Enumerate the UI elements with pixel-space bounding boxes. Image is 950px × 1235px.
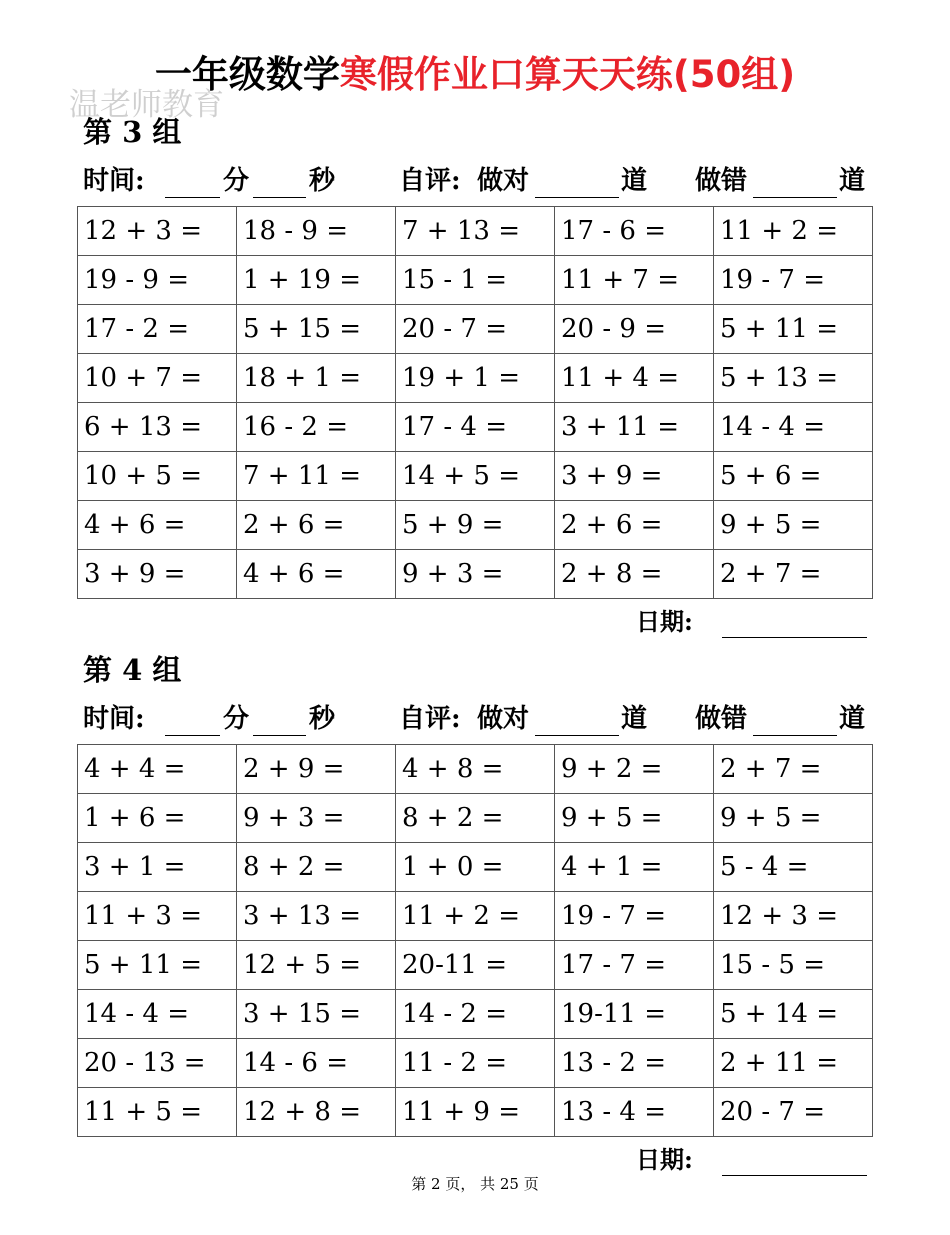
problem-cell: 9 + 5 = — [555, 794, 714, 843]
correct-label: 做对 — [477, 166, 530, 196]
date-row — [636, 1143, 871, 1177]
problem-cell: 19-11 = — [555, 990, 714, 1039]
title-black: 一年级数学 — [154, 53, 340, 96]
table-row — [78, 403, 873, 452]
problem-cell: 4 + 6 = — [237, 550, 396, 599]
group-title: 第 4 组 — [83, 653, 182, 687]
problem-cell: 12 + 5 = — [237, 941, 396, 990]
seconds-blank — [253, 735, 306, 736]
problem-cell: 7 + 13 = — [396, 207, 555, 256]
problem-cell: 11 + 3 = — [78, 892, 237, 941]
problem-cell: 9 + 3 = — [396, 550, 555, 599]
wrong-label: 做错 — [695, 704, 748, 734]
group-header — [83, 164, 873, 198]
problem-cell: 8 + 2 = — [237, 843, 396, 892]
problem-cell: 19 - 7 = — [714, 256, 873, 305]
group-header — [83, 702, 873, 736]
problem-cell: 4 + 4 = — [78, 745, 237, 794]
unit-label: 道 — [621, 166, 648, 196]
time-label: 时间: — [83, 704, 145, 734]
problem-cell: 11 + 5 = — [78, 1088, 237, 1137]
problem-cell: 3 + 9 = — [555, 452, 714, 501]
problem-cell: 14 - 2 = — [396, 990, 555, 1039]
minutes-blank — [165, 197, 220, 198]
correct-label: 做对 — [477, 704, 530, 734]
problem-cell: 2 + 6 = — [237, 501, 396, 550]
problem-cell: 3 + 9 = — [78, 550, 237, 599]
problem-cell: 16 - 2 = — [237, 403, 396, 452]
problem-cell: 5 + 15 = — [237, 305, 396, 354]
date-label: 日期: — [636, 607, 693, 636]
problem-cell: 8 + 2 = — [396, 794, 555, 843]
problem-cell: 11 + 2 = — [396, 892, 555, 941]
problem-cell: 18 - 9 = — [237, 207, 396, 256]
problem-cell: 20 - 7 = — [714, 1088, 873, 1137]
problem-cell: 11 + 2 = — [714, 207, 873, 256]
problem-cell: 17 - 4 = — [396, 403, 555, 452]
table-row — [78, 550, 873, 599]
table-row — [78, 207, 873, 256]
correct-blank — [535, 735, 619, 736]
problem-cell: 2 + 7 = — [714, 745, 873, 794]
minute-label: 分 — [223, 704, 250, 734]
problem-cell: 15 - 1 = — [396, 256, 555, 305]
correct-blank — [535, 197, 619, 198]
seconds-blank — [253, 197, 306, 198]
page-footer: 第 2 页， 共 25 页 — [411, 1175, 539, 1193]
problem-cell: 2 + 11 = — [714, 1039, 873, 1088]
problem-cell: 11 + 7 = — [555, 256, 714, 305]
wrong-label: 做错 — [695, 166, 748, 196]
table-row — [78, 843, 873, 892]
problem-cell: 20-11 = — [396, 941, 555, 990]
unit-label: 道 — [839, 704, 866, 734]
problem-cell: 10 + 7 = — [78, 354, 237, 403]
problem-cell: 2 + 7 = — [714, 550, 873, 599]
problem-cell: 5 + 13 = — [714, 354, 873, 403]
table-row — [78, 941, 873, 990]
problem-cell: 11 - 2 = — [396, 1039, 555, 1088]
problem-cell: 3 + 1 = — [78, 843, 237, 892]
problem-cell: 17 - 6 = — [555, 207, 714, 256]
problem-cell: 1 + 19 = — [237, 256, 396, 305]
problem-cell: 1 + 6 = — [78, 794, 237, 843]
problem-table — [77, 206, 873, 599]
problem-cell: 9 + 5 = — [714, 794, 873, 843]
unit-label: 道 — [839, 166, 866, 196]
group-title: 第 3 组 — [83, 115, 182, 149]
problem-cell: 13 - 2 = — [555, 1039, 714, 1088]
table-row — [78, 794, 873, 843]
problem-cell: 5 + 14 = — [714, 990, 873, 1039]
problem-cell: 19 + 1 = — [396, 354, 555, 403]
problem-cell: 18 + 1 = — [237, 354, 396, 403]
problem-cell: 4 + 8 = — [396, 745, 555, 794]
table-row — [78, 745, 873, 794]
table-row — [78, 1039, 873, 1088]
problem-cell: 4 + 1 = — [555, 843, 714, 892]
problem-cell: 14 - 4 = — [714, 403, 873, 452]
problem-cell: 5 - 4 = — [714, 843, 873, 892]
table-row — [78, 305, 873, 354]
problem-cell: 10 + 5 = — [78, 452, 237, 501]
unit-label: 道 — [621, 704, 648, 734]
second-label: 秒 — [309, 166, 336, 196]
problem-cell: 9 + 2 = — [555, 745, 714, 794]
problem-cell: 5 + 9 = — [396, 501, 555, 550]
title-red: 寒假作业口算天天练(50组) — [339, 53, 796, 96]
problem-cell: 19 - 9 = — [78, 256, 237, 305]
problem-cell: 14 - 4 = — [78, 990, 237, 1039]
problem-cell: 12 + 8 = — [237, 1088, 396, 1137]
time-label: 时间: — [83, 166, 145, 196]
date-blank — [722, 637, 867, 638]
problem-cell: 14 - 6 = — [237, 1039, 396, 1088]
table-row — [78, 354, 873, 403]
problem-cell: 14 + 5 = — [396, 452, 555, 501]
problem-cell: 13 - 4 = — [555, 1088, 714, 1137]
problem-cell: 3 + 11 = — [555, 403, 714, 452]
table-row — [78, 1088, 873, 1137]
problem-table — [77, 744, 873, 1137]
problem-cell: 5 + 11 = — [714, 305, 873, 354]
problem-cell: 5 + 6 = — [714, 452, 873, 501]
problem-cell: 2 + 9 = — [237, 745, 396, 794]
second-label: 秒 — [309, 704, 336, 734]
problem-cell: 9 + 5 = — [714, 501, 873, 550]
problem-cell: 2 + 6 = — [555, 501, 714, 550]
problem-cell: 20 - 7 = — [396, 305, 555, 354]
problem-cell: 15 - 5 = — [714, 941, 873, 990]
problem-cell: 17 - 2 = — [78, 305, 237, 354]
self-eval-label: 自评: — [399, 704, 461, 734]
problem-cell: 12 + 3 = — [714, 892, 873, 941]
self-eval-label: 自评: — [399, 166, 461, 196]
problem-cell: 19 - 7 = — [555, 892, 714, 941]
problem-cell: 20 - 13 = — [78, 1039, 237, 1088]
problem-cell: 12 + 3 = — [78, 207, 237, 256]
problem-cell: 7 + 11 = — [237, 452, 396, 501]
wrong-blank — [753, 197, 837, 198]
table-row — [78, 892, 873, 941]
problem-cell: 17 - 7 = — [555, 941, 714, 990]
table-row — [78, 256, 873, 305]
watermark: 温老师教育 — [69, 87, 224, 123]
problem-cell: 11 + 4 = — [555, 354, 714, 403]
problem-cell: 20 - 9 = — [555, 305, 714, 354]
problem-cell: 3 + 15 = — [237, 990, 396, 1039]
problem-cell: 9 + 3 = — [237, 794, 396, 843]
date-label: 日期: — [636, 1145, 693, 1174]
table-row — [78, 452, 873, 501]
problem-cell: 2 + 8 = — [555, 550, 714, 599]
problem-cell: 5 + 11 = — [78, 941, 237, 990]
wrong-blank — [753, 735, 837, 736]
problem-cell: 4 + 6 = — [78, 501, 237, 550]
problem-cell: 11 + 9 = — [396, 1088, 555, 1137]
problem-cell: 1 + 0 = — [396, 843, 555, 892]
date-row — [636, 605, 871, 639]
problem-cell: 6 + 13 = — [78, 403, 237, 452]
minute-label: 分 — [223, 166, 250, 196]
table-row — [78, 501, 873, 550]
table-row — [78, 990, 873, 1039]
minutes-blank — [165, 735, 220, 736]
problem-cell: 3 + 13 = — [237, 892, 396, 941]
